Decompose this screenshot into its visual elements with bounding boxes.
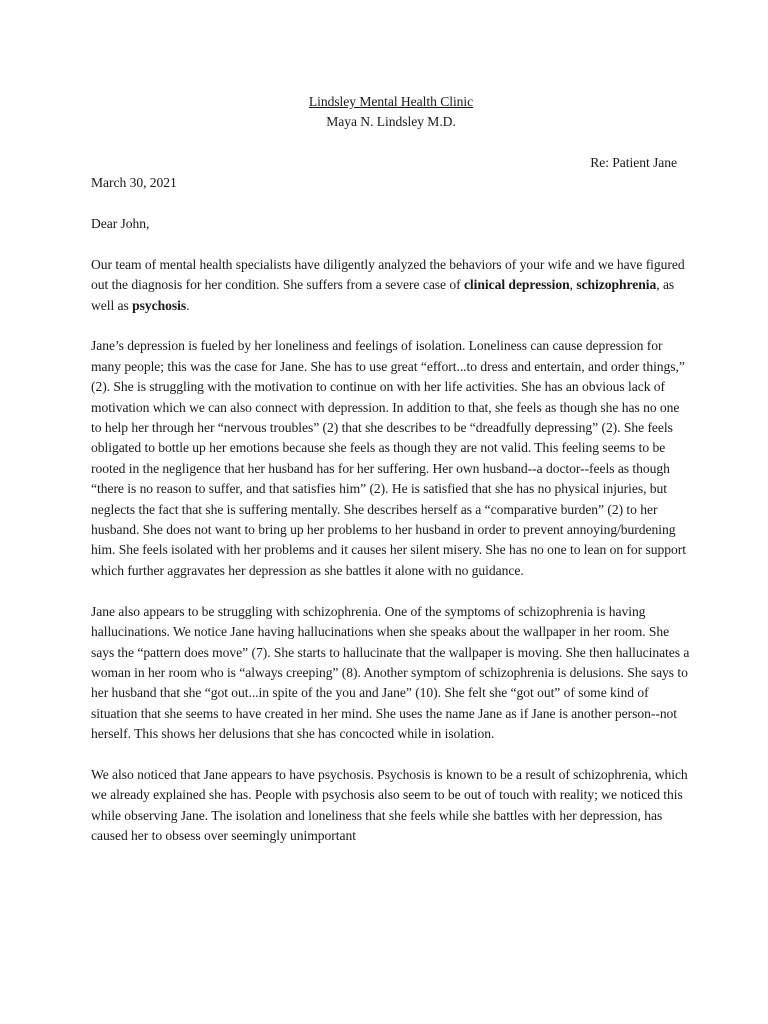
- doctor-name: Maya N. Lindsley M.D.: [326, 114, 456, 130]
- intro-paragraph: Our team of mental health specialists have diligently analyzed the behaviors of your wife and we have figured out the diagnosis for her condition. She suffers from a severe case of clinical depression, schizophrenia, as well as psychosis.: [91, 256, 685, 313]
- re-line: Re: Patient Jane: [590, 154, 677, 170]
- diagnosis-schizophrenia: schizophrenia: [576, 277, 657, 293]
- diagnosis-psychosis: psychosis: [132, 297, 187, 313]
- schizophrenia-paragraph: Jane also appears to be struggling with schizophrenia. One of the symptoms of schizophrenia is having hallucinations. We notice Jane having hallucinations when she speaks about the wallpaper in her room. She says the “pattern does move” (7). She starts to hallucinate that the wallpaper is moving. She then hallucinates a woman in her room who is “always creeping” (8). Another symptom of schizophrenia is delusions. She says to her husband that she “got out...in spite of the you and Jane” (10). She felt she “got out” of some kind of situation that she seems to have created in her mind. She uses the name Jane as if Jane is another person--not herself. This shows her delusions that she has concocted while in isolation.: [91, 603, 690, 742]
- salutation: Dear John,: [91, 216, 150, 232]
- psychosis-paragraph: We also noticed that Jane appears to have psychosis. Psychosis is known to be a result of schizophrenia, which we already explained she has. People with psychosis also seem to be out of touch with reality; we noticed this while observing Jane. The isolation and loneliness that she feels while she battles with her depression, has caused her to obsess over seemingly unimportant: [91, 766, 688, 844]
- depression-paragraph: Jane’s depression is fueled by her loneliness and feelings of isolation. Loneliness can cause depression for many people; this was the case for Jane. She has to use great “effort...to dress and entertain, and order things,” (2). She is struggling with the motivation to continue on with her life activities. She has an obvious lack of motivation which we can also connect with depression. In addition to that, she feels as though she has no one to help her through her “nervous troubles” (2) that she describes to be “dreadfully depressing” (2). She feels obligated to bottle up her emotions because she feels as though they are not valid. This feeling seems to be rooted in the negligence that her husband has for her suffering. Her own husband--a doctor--feels as though “there is no reason to suffer, and that satisfies him” (2). He is satisfied that she has no physical injuries, but neglects the fact that she is suffering mentally. She describes herself as a “comparative burden” (2) to her husband. She does not want to bring up her problems to her husband in order to prevent annoying/burdening him. She feels isolated with her problems and it causes her silent misery. She has no one to lean on for support which further aggravates her depression as she battles it alone with no guidance.: [91, 338, 686, 578]
- letterhead: [91, 92, 691, 133]
- diagnosis-depression: clinical depression: [463, 277, 570, 293]
- letter-date: March 30, 2021: [91, 175, 177, 191]
- letter-body: [91, 92, 691, 847]
- clinic-name: Lindsley Mental Health Clinic: [308, 94, 474, 109]
